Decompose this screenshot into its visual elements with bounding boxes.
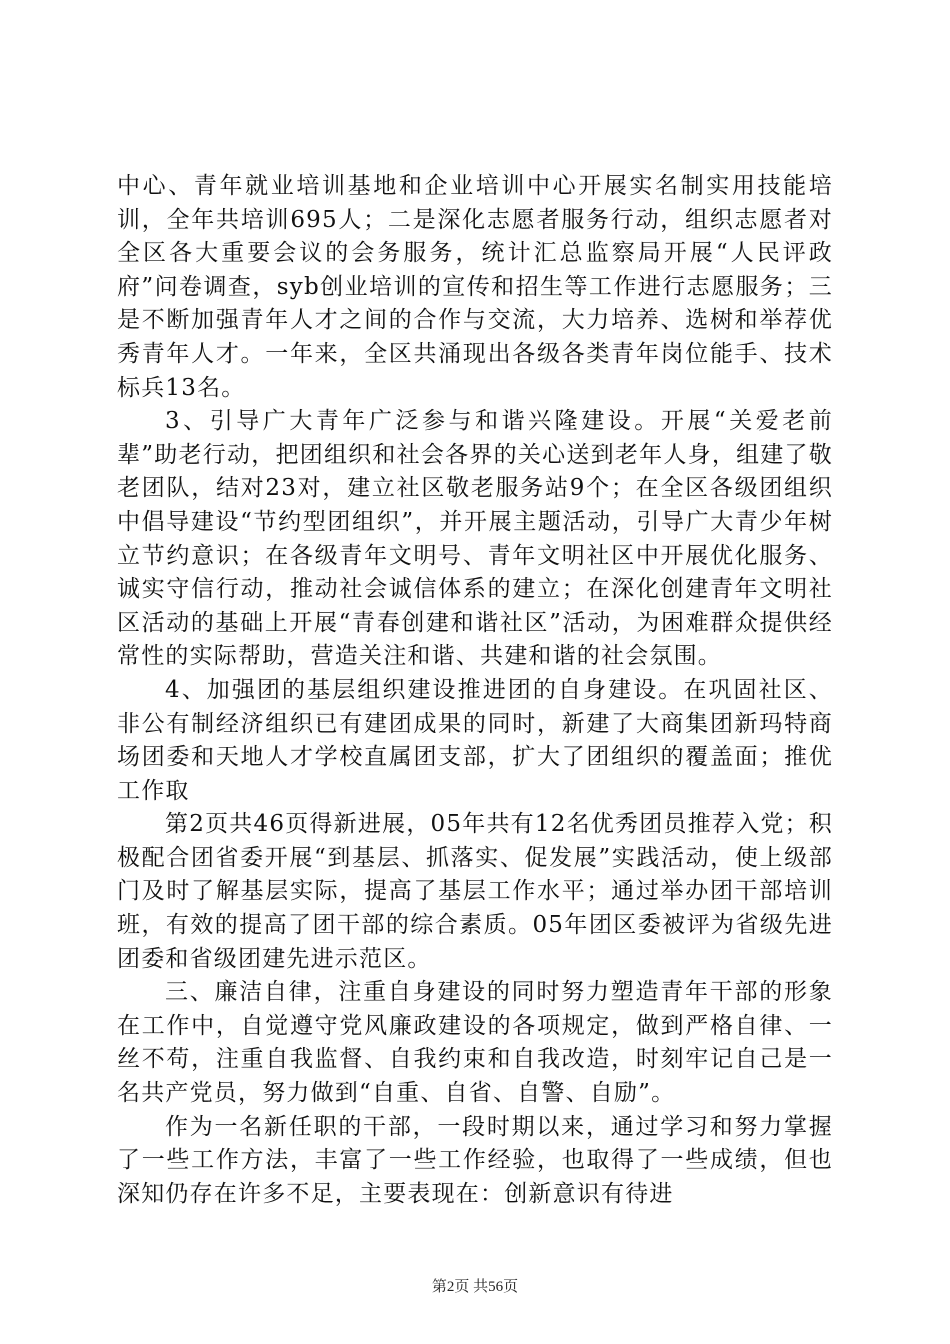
paragraph-item-3: 3、引导广大青年广泛参与和谐兴隆建设。开展“关爱老前辈”助老行动，把团组织和社会各界的关心送到老年人身，组建了敬老团队，结对23对，建立社区敬老服务站9个；在全区各级团组织中倡导建设“节约型团组织”，并开展主题活动，引导广大青少年树立节约意识；在各级青年文明号、青年文明社区中开展优化服务、诚实守信行动，推动社会诚信体系的建立；在深化创建青年文明社区活动的基础上开展“青春创建和谐社区”活动，为困难群众提供经常性的实际帮助，营造关注和谐、共建和谐的社会氛围。: [117, 408, 833, 670]
paragraph-self-assessment: 作为一名新任职的干部，一段时期以来，通过学习和努力掌握了一些工作方法，丰富了一些工作经验，也取得了一些成绩，但也深知仍存在许多不足，主要表现在：创新意识有待进: [117, 1113, 833, 1207]
paragraph-item-4: 4、加强团的基层组织建设推进团的自身建设。在巩固社区、非公有制经济组织已有建团成果的同时，新建了大商集团新玛特商场团委和天地人才学校直属团支部，扩大了团组织的覆盖面；推优工作取: [117, 676, 833, 804]
page-footer: 第2页 共56页: [431, 1279, 519, 1295]
paragraph-section-three: 三、廉洁自律，注重自身建设的同时努力塑造青年干部的形象在工作中，自觉遵守党风廉政建设的各项规定，做到严格自律、一丝不苟，注重自我监督、自我约束和自我改造，时刻牢记自己是一名共产党员，努力做到“自重、自省、自警、自励”。: [117, 979, 833, 1107]
document-body: [117, 170, 833, 1211]
paragraph-continuation: 中心、青年就业培训基地和企业培训中心开展实名制实用技能培训，全年共培训695人；二是深化志愿者服务行动，组织志愿者对全区各大重要会议的会务服务，统计汇总监察局开展“人民评政府”问卷调查，syb创业培训的宣传和招生等工作进行志愿服务；三是不断加强青年人才之间的合作与交流，大力培养、选树和举荐优秀青年人才。一年来，全区共涌现出各级各类青年岗位能手、技术标兵13名。: [117, 173, 833, 401]
paragraph-page-break-continuation: 第2页共46页得新进展，05年共有12名优秀团员推荐入党；积极配合团省委开展“到基层、抓落实、促发展”实践活动，使上级部门及时了解基层实际，提高了基层工作水平；通过举办团干部培训班，有效的提高了团干部的综合素质。05年团区委被评为省级先进团委和省级团建先进示范区。: [117, 811, 833, 972]
